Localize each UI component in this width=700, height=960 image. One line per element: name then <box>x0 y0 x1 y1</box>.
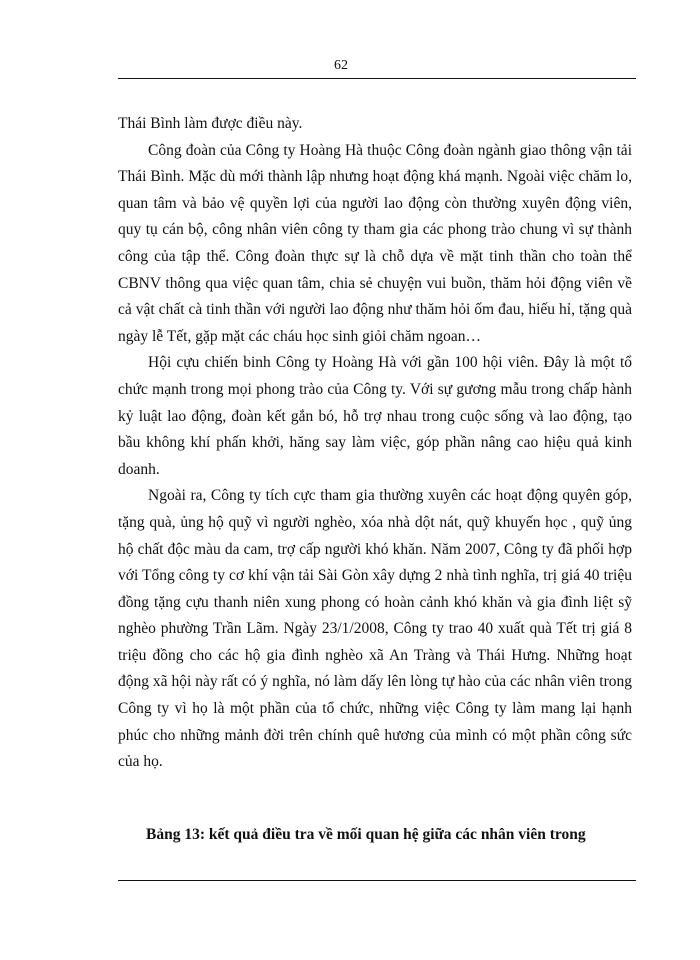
paragraph-continuation: Thái Bình làm được điều này. <box>118 115 303 132</box>
footer-rule <box>118 880 636 881</box>
paragraph-social-activities: Ngoài ra, Công ty tích cực tham gia thường xuyên các hoạt động quyên góp, tặng quà, ủng hộ quỹ vì người nghèo, xóa nhà dột nát, quỹ khuyến học , quỹ ủng hộ chất độc màu da cam, trợ cấp người khó khăn. Năm 2007, Công ty đã phối hợp với Tổng công ty cơ khí vận tải Sài Gòn xây dựng 2 nhà tình nghĩa, trị giá 40 triệu đồng tặng cựu thanh niên xung phong có hoàn cảnh khó khăn và gia đình liệt sỹ nghèo phường Trần Lãm. Ngày 23/1/2008, Công ty trao 40 xuất quà Tết trị giá 8 triệu đồng cho các hộ gia đình nghèo xã An Tràng và Thái Hưng. Những hoạt động xã hội này rất có ý nghĩa, nó làm dấy lên lòng tự hào của các nhân viên trong Công ty vì họ là một phần của tổ chức, những việc Công ty làm mang lại hạnh phúc cho những mảnh đời trên chính quê hương của mình có một phần công sức của họ. <box>118 487 632 771</box>
table-caption: Bảng 13: kết quả điều tra về mối quan hệ giữa các nhân viên trong <box>146 826 586 843</box>
document-body <box>118 111 632 776</box>
paragraph-veterans-association: Hội cựu chiến binh Công ty Hoàng Hà với gần 100 hội viên. Đây là một tổ chức mạnh trong mọi phong trào của Công ty. Với sự gương mẫu trong chấp hành kỷ luật lao động, đoàn kết gắn bó, hỗ trợ nhau trong cuộc sống và lao động, tạo bầu không khí phấn khởi, hăng say làm việc, góp phần nâng cao hiệu quả kinh doanh. <box>118 354 632 478</box>
header-rule <box>118 78 636 79</box>
page-number: 62 <box>334 58 348 73</box>
paragraph-trade-union: Công đoàn của Công ty Hoàng Hà thuộc Công đoàn ngành giao thông vận tải Thái Bình. Mặc dù mới thành lập nhưng hoạt động khá mạnh. Ngoài việc chăm lo, quan tâm và bảo vệ quyền lợi của người lao động còn thường xuyên động viên, quy tụ cán bộ, công nhân viên công ty tham gia các phong trào chung vì sự thành công của tập thể. Công đoàn thực sự là chỗ dựa về mặt tinh thần cho toàn thể CBNV thông qua việc quan tâm, chia sẻ chuyện vui buồn, thăm hỏi động viên về cả vật chất cà tinh thần với người lao động như thăm hỏi ốm đau, hiếu hỉ, tặng quà ngày lễ Tết, gặp mặt các cháu học sinh giỏi chăm ngoan… <box>118 141 632 345</box>
